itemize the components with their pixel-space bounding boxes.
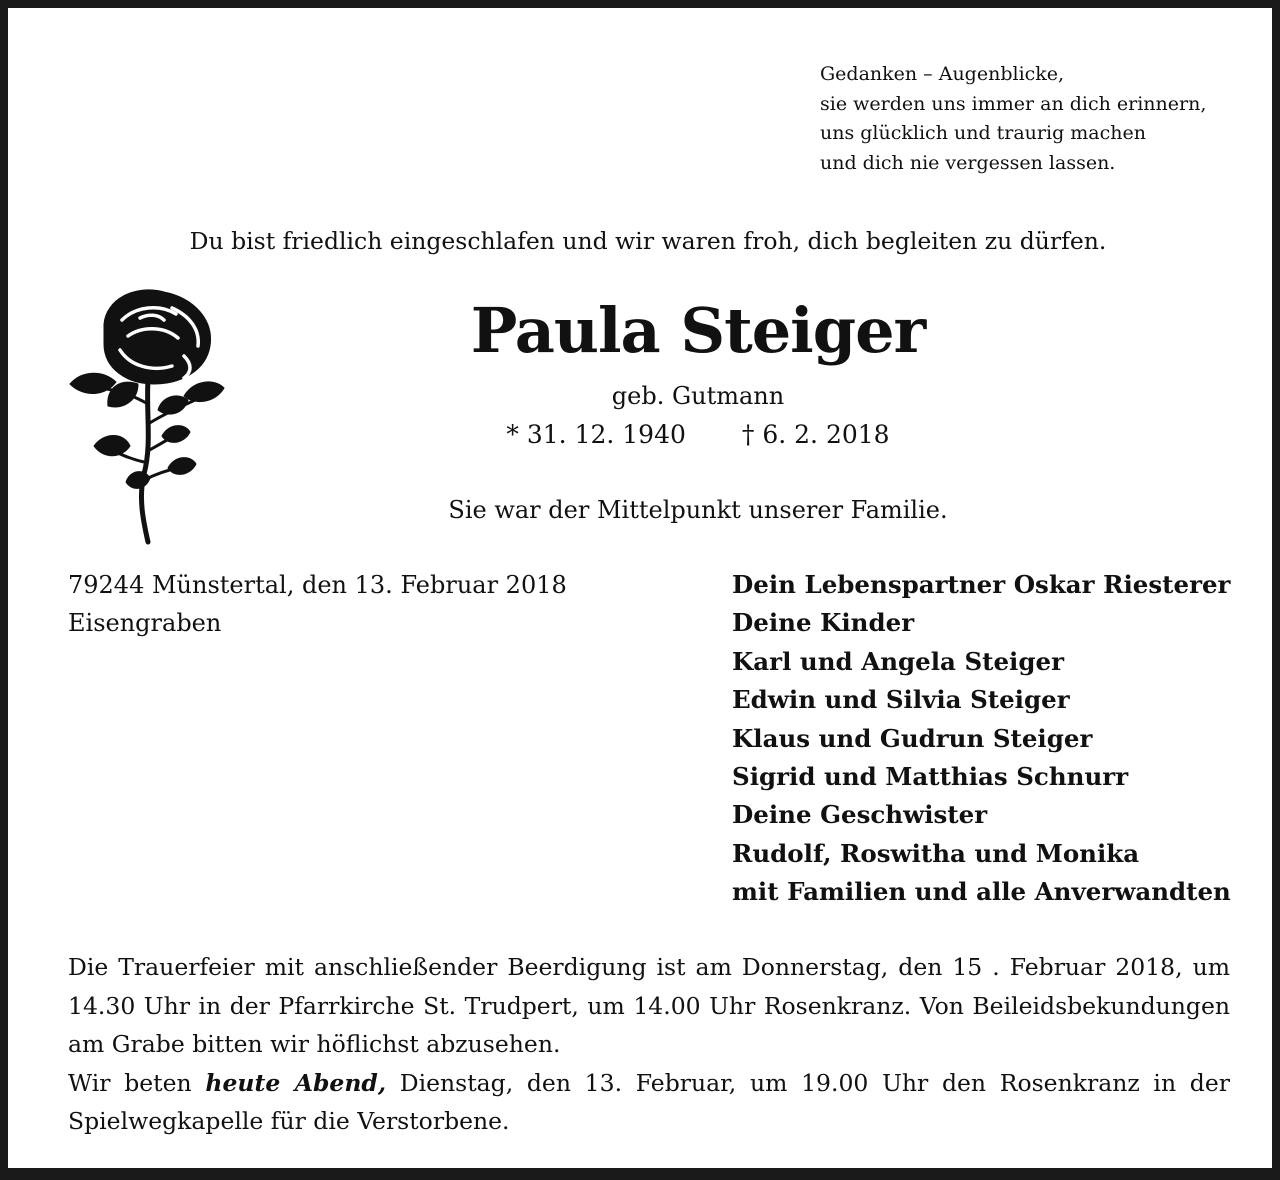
mourner-line: Sigrid und Matthias Schnurr <box>732 762 1129 792</box>
birth-date: * 31. 12. 1940 <box>506 420 686 449</box>
funeral-info <box>68 948 1230 1141</box>
funeral-paragraph: Die Trauerfeier mit anschließender Beerdigung ist am Donnerstag, den 15 . Februar 2018, um 14.30 Uhr in der Pfarrkirche St. Trudpert, um 14.00 Uhr Rosenkranz. Von Beileidsbekundungen am Grabe bitten wir höflichst abzusehen. <box>68 953 1230 1058</box>
rosary-paragraph <box>68 1064 1230 1141</box>
poem-line: uns glücklich und traurig machen <box>820 122 1146 144</box>
poem-line: Gedanken – Augenblicke, <box>820 63 1065 85</box>
poem-line: und dich nie vergessen lassen. <box>820 151 1116 174</box>
place-line: Eisengraben <box>68 609 222 638</box>
mourner-line: Deine Kinder <box>732 608 915 638</box>
place-and-date <box>68 566 567 643</box>
mourner-line: Deine Geschwister <box>732 800 988 830</box>
mourner-line: Dein Lebenspartner Oskar Riesterer <box>732 570 1231 599</box>
poem <box>820 60 1250 178</box>
mourner-line: Karl und Angela Steiger <box>732 646 1064 676</box>
rosary-text-end: Dienstag, den 13. Februar, um 19.00 Uhr den Rosenkranz in der Spielwegkapelle für die Verstorbene. <box>68 1068 1230 1135</box>
poem-line: sie werden uns immer an dich erinnern, <box>820 92 1207 115</box>
mourner-line: Klaus und Gudrun Steiger <box>732 723 1093 753</box>
life-dates <box>8 416 1280 454</box>
intro-line: Du bist friedlich eingeschlafen und wir waren froh, dich begleiten zu dürfen. <box>189 227 1107 255</box>
rosary-text-start: Wir beten <box>68 1068 206 1097</box>
mourners-list <box>732 566 1231 912</box>
deceased-name: Paula Steiger <box>470 294 926 367</box>
mourner-line: Edwin und Silvia Steiger <box>732 685 1070 715</box>
tribute-line: Sie war der Mittelpunkt unserer Familie. <box>448 496 948 524</box>
mourner-line: mit Familien und alle Anverwandten <box>732 877 1231 907</box>
maiden-name: geb. Gutmann <box>611 382 785 410</box>
death-date: † 6. 2. 2018 <box>741 420 890 449</box>
mourner-line: Rudolf, Roswitha und Monika <box>732 838 1140 868</box>
place-line: 79244 Münstertal, den 13. Februar 2018 <box>68 571 567 599</box>
rosary-emphasis: heute Abend, <box>205 1068 387 1097</box>
